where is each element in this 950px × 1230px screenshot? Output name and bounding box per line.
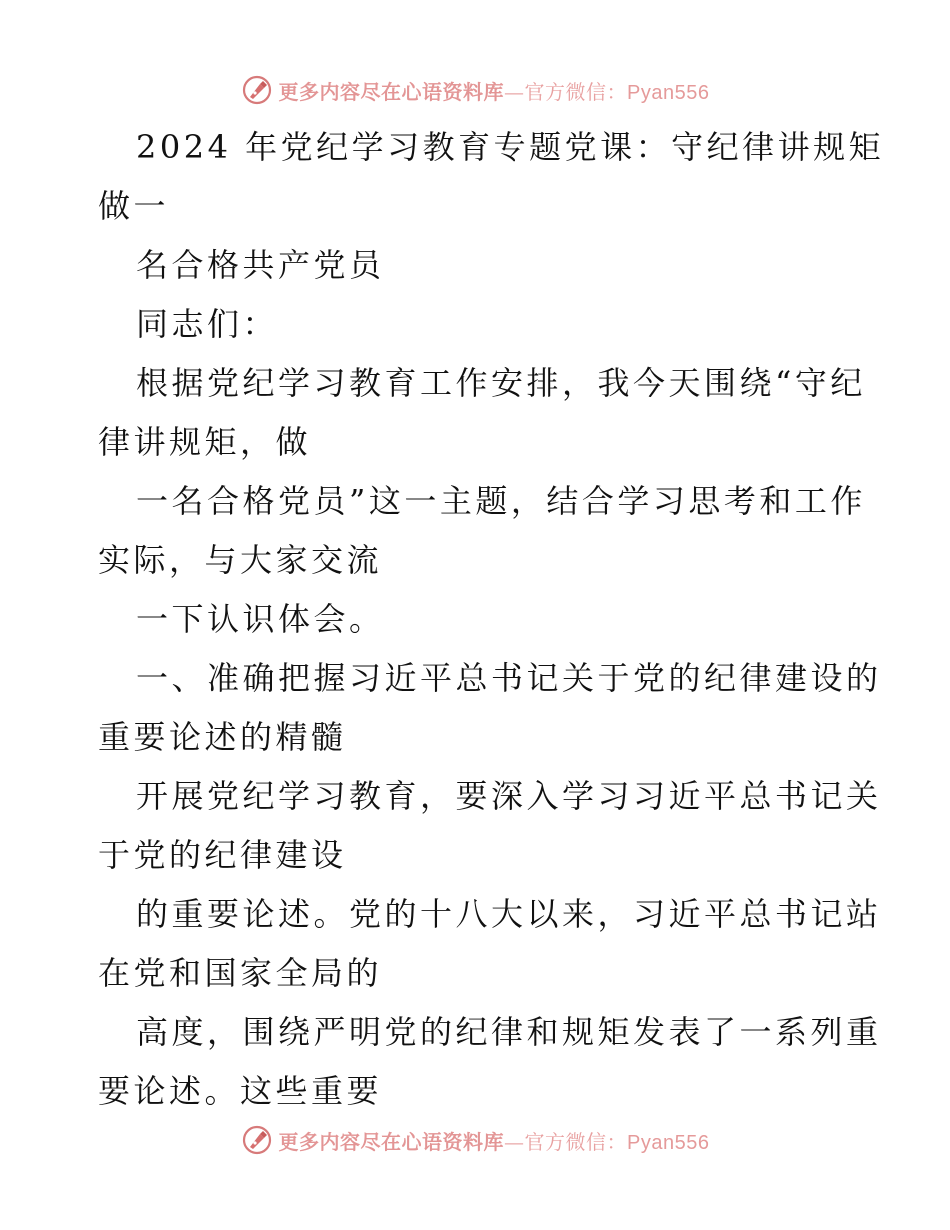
paragraph-line: 于党的纪律建设 (98, 836, 347, 874)
salutation: 同志们： (136, 305, 279, 343)
paragraph-line: 开展党纪学习教育，要深入学习习近平总书记关 (136, 777, 882, 815)
footer-wechat-id: Pyan556 (627, 1131, 710, 1154)
section-heading-line: 一、准确把握习近平总书记关于党的纪律建设的 (136, 659, 882, 697)
title-line-3: 名合格共产党员 (136, 246, 385, 284)
footer-watermark-text (279, 1126, 710, 1155)
title-line-2: 做一 (98, 187, 170, 225)
header-wechat-id: Pyan556 (627, 81, 710, 104)
paragraph-line: 根据党纪学习教育工作安排，我今天围绕“守纪 (136, 364, 866, 402)
document-body (98, 118, 885, 1121)
footer-site-name: 更多内容尽在心语资料库 (278, 1129, 505, 1154)
footer-watermark-banner (0, 1120, 950, 1160)
title-line-1: 2024 年党纪学习教育专题党课：守纪律讲规矩 (136, 128, 885, 166)
pen-nib-logo-icon (241, 1124, 273, 1156)
paragraph-line: 在党和国家全局的 (98, 954, 383, 992)
paragraph-line: 一下认识体会。 (136, 600, 385, 638)
paragraph-line: 实际，与大家交流 (98, 541, 383, 579)
paragraph-line: 的重要论述。党的十八大以来，习近平总书记站 (136, 895, 882, 933)
paragraph-line: 律讲规矩，做 (98, 423, 312, 461)
footer-separator: — (504, 1129, 525, 1154)
pen-nib-logo-icon (241, 74, 273, 106)
paragraph-line: 一名合格党员”这一主题，结合学习思考和工作 (136, 482, 866, 520)
paragraph-line: 要论述。这些重要 (98, 1072, 383, 1110)
paragraph-line: 高度，围绕严明党的纪律和规矩发表了一系列重 (136, 1013, 882, 1051)
header-separator: — (504, 79, 525, 104)
header-watermark-text (279, 76, 710, 105)
footer-wechat-label: 官方微信： (524, 1129, 628, 1154)
header-wechat-label: 官方微信： (524, 79, 628, 104)
section-heading-line: 重要论述的精髓 (98, 718, 347, 756)
header-site-name: 更多内容尽在心语资料库 (278, 79, 505, 104)
header-watermark-banner (0, 70, 950, 110)
